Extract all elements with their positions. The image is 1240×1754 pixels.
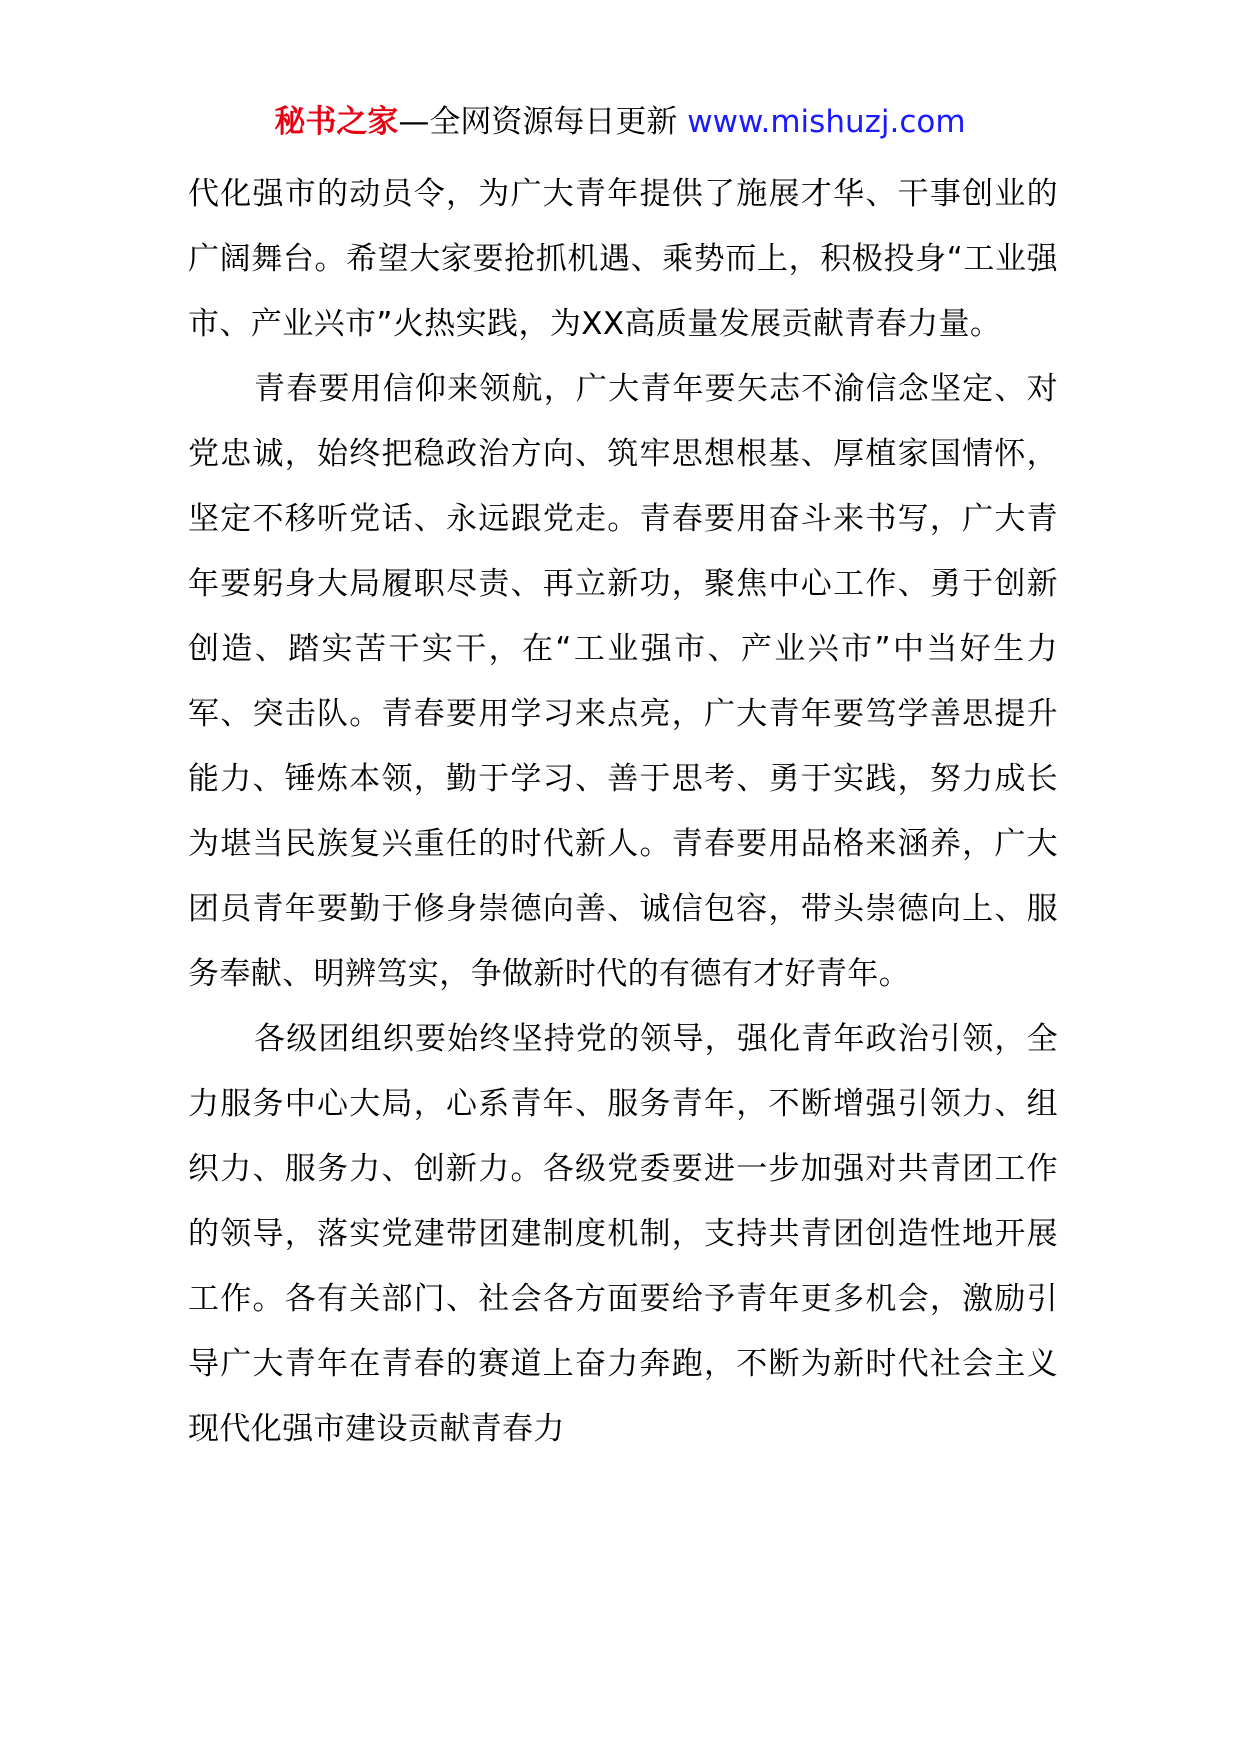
page-header xyxy=(0,100,1240,144)
site-slogan: —全网资源每日更新 xyxy=(398,104,678,140)
document-body xyxy=(188,162,1058,1462)
paragraph-organization-duties: 各级团组织要始终坚持党的领导，强化青年政治引领，全力服务中心大局，心系青年、服务青年，不断增强引领力、组织力、服务力、创新力。各级党委要进一步加强对共青团工作的领导，落实党建带团建制度机制，支持共青团创造性地开展工作。各有关部门、社会各方面要给予青年更多机会，激励引导广大青年在青春的赛道上奋力奔跑，不断为新时代社会主义现代化强市建设贡献青春力 xyxy=(188,1021,1058,1447)
site-brand: 秘书之家 xyxy=(274,104,399,140)
paragraph-continued: 代化强市的动员令，为广大青年提供了施展才华、干事创业的广阔舞台。希望大家要抢抓机遇、乘势而上，积极投身“工业强市、产业兴市”火热实践，为XX高质量发展贡献青春力量。 xyxy=(188,176,1058,342)
paragraph-youth-qualities: 青春要用信仰来领航，广大青年要矢志不渝信念坚定、对党忠诚，始终把稳政治方向、筑牢思想根基、厚植家国情怀，坚定不移听党话、永远跟党走。青春要用奋斗来书写，广大青年要躬身大局履职尽责、再立新功，聚焦中心工作、勇于创新创造、踏实苦干实干，在“工业强市、产业兴市”中当好生力军、突击队。青春要用学习来点亮，广大青年要笃学善思提升能力、锤炼本领，勤于学习、善于思考、勇于实践，努力成长为堪当民族复兴重任的时代新人。青春要用品格来涵养，广大团员青年要勤于修身崇德向善、诚信包容，带头崇德向上、服务奉献、明辨笃实，争做新时代的有德有才好青年。 xyxy=(188,371,1058,992)
site-url-link[interactable]: www.mishuzj.com xyxy=(687,104,966,140)
